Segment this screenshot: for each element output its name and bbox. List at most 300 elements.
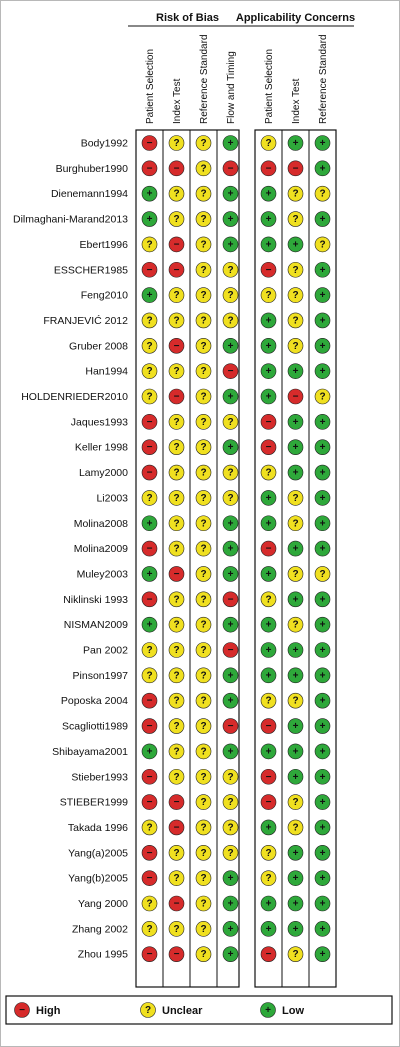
- rating-high: [142, 693, 157, 708]
- study-label: Burghuber1990: [55, 162, 128, 175]
- rating-unclear: [288, 212, 303, 227]
- rating-symbol: ?: [173, 594, 180, 606]
- rating-symbol: +: [319, 746, 326, 758]
- rating-unclear: [223, 845, 238, 860]
- rating-symbol: ?: [173, 214, 180, 226]
- rating-symbol: +: [319, 340, 326, 352]
- rating-symbol: +: [265, 619, 272, 631]
- rating-symbol: +: [146, 518, 153, 530]
- rating-low: [142, 186, 157, 201]
- rating-symbol: +: [319, 873, 326, 885]
- rating-symbol: ?: [200, 594, 207, 606]
- rating-low: [288, 668, 303, 683]
- rating-symbol: ?: [200, 898, 207, 910]
- rating-symbol: ?: [146, 315, 153, 327]
- rating-symbol: ?: [200, 366, 207, 378]
- rating-high: [223, 719, 238, 734]
- rating-low: [261, 820, 276, 835]
- rating-symbol: ?: [200, 214, 207, 226]
- rating-unclear: [196, 313, 211, 328]
- rating-unclear: [196, 744, 211, 759]
- rating-unclear: [315, 566, 330, 581]
- rating-symbol: +: [227, 695, 234, 707]
- rating-symbol: ?: [265, 873, 272, 885]
- rating-symbol: ?: [265, 467, 272, 479]
- rating-symbol: +: [227, 670, 234, 682]
- rating-symbol: ?: [292, 695, 299, 707]
- rating-symbol: +: [227, 188, 234, 200]
- rating-symbol: ?: [265, 847, 272, 859]
- rating-high: [169, 389, 184, 404]
- rating-symbol: +: [227, 873, 234, 885]
- rating-symbol: −: [265, 721, 272, 733]
- rating-symbol: ?: [173, 315, 180, 327]
- rating-symbol: ?: [200, 391, 207, 403]
- rating-symbol: ?: [200, 239, 207, 251]
- rating-unclear: [288, 693, 303, 708]
- rating-symbol: +: [319, 797, 326, 809]
- group-title: Risk of Bias: [156, 12, 219, 24]
- study-label: Molina2009: [73, 543, 128, 556]
- rating-symbol: ?: [200, 822, 207, 834]
- rating-symbol: ?: [173, 366, 180, 378]
- rating-unclear: [196, 693, 211, 708]
- rating-symbol: +: [265, 568, 272, 580]
- rating-unclear: [169, 516, 184, 531]
- study-label: Han1994: [85, 365, 128, 378]
- rating-symbol: ?: [146, 366, 153, 378]
- rating-unclear: [196, 541, 211, 556]
- rating-unclear: [315, 186, 330, 201]
- rating-symbol: ?: [146, 822, 153, 834]
- rating-symbol: ?: [200, 721, 207, 733]
- rating-unclear: [196, 161, 211, 176]
- rating-symbol: +: [265, 188, 272, 200]
- rating-high: [169, 795, 184, 810]
- rating-low: [288, 871, 303, 886]
- rating-high: [169, 566, 184, 581]
- rating-high: [223, 643, 238, 658]
- rating-symbol: −: [227, 645, 234, 656]
- rating-high: [169, 262, 184, 277]
- rating-symbol: −: [173, 822, 180, 834]
- rating-symbol: +: [292, 670, 299, 682]
- rating-low: [288, 719, 303, 734]
- rating-symbol: ?: [292, 214, 299, 226]
- rating-low: [315, 896, 330, 911]
- rating-unclear: [169, 592, 184, 607]
- rating-symbol: −: [173, 898, 180, 910]
- study-label: Shibayama2001: [52, 745, 128, 758]
- rating-symbol: ?: [227, 771, 234, 783]
- rating-symbol: ?: [173, 746, 180, 758]
- rating-unclear: [169, 693, 184, 708]
- rating-unclear: [288, 566, 303, 581]
- rating-high: [142, 769, 157, 784]
- rating-symbol: ?: [292, 619, 299, 631]
- rating-high: [142, 592, 157, 607]
- rating-symbol: ?: [292, 949, 299, 961]
- rating-symbol: ?: [173, 873, 180, 885]
- rating-unclear: [169, 643, 184, 658]
- rating-low: [142, 617, 157, 632]
- legend-label: Low: [282, 1005, 304, 1017]
- rating-unclear: [315, 237, 330, 252]
- rating-low: [288, 896, 303, 911]
- rating-symbol: ?: [200, 670, 207, 682]
- rating-low: [315, 490, 330, 505]
- rating-unclear: [196, 845, 211, 860]
- rating-unclear: [169, 921, 184, 936]
- rating-symbol: ?: [173, 847, 180, 859]
- rating-unclear: [169, 744, 184, 759]
- rating-symbol: ?: [146, 923, 153, 935]
- rating-symbol: −: [146, 949, 153, 961]
- rating-unclear: [223, 313, 238, 328]
- rating-low: [142, 212, 157, 227]
- rating-symbol: ?: [200, 467, 207, 479]
- rating-low: [315, 541, 330, 556]
- rating-symbol: ?: [200, 771, 207, 783]
- legend-item-low: [261, 1003, 305, 1018]
- rating-symbol: +: [227, 746, 234, 758]
- rating-unclear: [196, 364, 211, 379]
- rating-unclear: [261, 871, 276, 886]
- column-header: Patient Selection: [145, 48, 156, 124]
- rating-high: [142, 845, 157, 860]
- rating-symbol: ?: [146, 391, 153, 403]
- rating-unclear: [288, 338, 303, 353]
- group-title: Applicability Concerns: [235, 12, 356, 24]
- rating-unclear: [196, 490, 211, 505]
- study-label: Ebert1996: [79, 238, 128, 251]
- rating-high: [142, 465, 157, 480]
- rating-unclear: [223, 288, 238, 303]
- rating-symbol: ?: [200, 873, 207, 885]
- rating-symbol: +: [292, 898, 299, 910]
- rating-unclear: [196, 592, 211, 607]
- rating-unclear: [169, 212, 184, 227]
- study-label: Gruber 2008: [69, 340, 128, 353]
- column-header: Index Test: [172, 78, 183, 124]
- rating-symbol: −: [173, 568, 180, 580]
- rating-symbol: +: [319, 264, 326, 276]
- legend-item-unclear: [141, 1003, 204, 1018]
- rating-symbol: +: [292, 138, 299, 149]
- study-label: Zhou 1995: [77, 948, 128, 961]
- rating-symbol: ?: [227, 467, 234, 479]
- rating-symbol: +: [146, 188, 153, 200]
- rating-unclear: [142, 364, 157, 379]
- rating-symbol: +: [319, 366, 326, 378]
- rating-low: [315, 465, 330, 480]
- rating-low: [223, 338, 238, 353]
- rating-low: [261, 338, 276, 353]
- rating-symbol: −: [173, 264, 180, 276]
- rating-symbol: ?: [173, 442, 180, 454]
- rating-unclear: [196, 719, 211, 734]
- study-label: Molina2008: [73, 517, 128, 530]
- rating-symbol: ?: [200, 949, 207, 961]
- rating-unclear: [169, 288, 184, 303]
- column-header: Index Test: [291, 78, 302, 124]
- rating-high: [261, 161, 276, 176]
- rating-unclear: [288, 516, 303, 531]
- rating-symbol: −: [265, 442, 272, 454]
- rating-low: [315, 820, 330, 835]
- rating-low: [288, 643, 303, 658]
- study-label: Lamy2000: [78, 467, 128, 480]
- rating-unclear: [142, 921, 157, 936]
- rating-high: [142, 136, 157, 151]
- rating-low: [315, 947, 330, 962]
- rating-unclear: [196, 871, 211, 886]
- rating-symbol: ?: [292, 340, 299, 352]
- rating-low: [315, 769, 330, 784]
- rating-symbol: ?: [200, 264, 207, 276]
- rating-symbol: ?: [200, 923, 207, 935]
- rating-symbol: +: [227, 543, 234, 555]
- rating-unclear: [223, 769, 238, 784]
- rating-low: [223, 744, 238, 759]
- rating-high: [261, 769, 276, 784]
- rating-unclear: [196, 237, 211, 252]
- rating-symbol: ?: [227, 416, 234, 428]
- rating-symbol: ?: [200, 188, 207, 200]
- study-label: ESSCHER1985: [53, 264, 128, 277]
- rating-unclear: [142, 313, 157, 328]
- rating-low: [223, 186, 238, 201]
- column-header: Flow and Timing: [226, 51, 237, 124]
- rating-symbol: −: [227, 594, 234, 606]
- rating-low: [261, 212, 276, 227]
- rating-low: [223, 921, 238, 936]
- rating-low: [142, 744, 157, 759]
- rating-low: [261, 364, 276, 379]
- study-label: Keller 1998: [74, 441, 128, 454]
- rating-unclear: [142, 896, 157, 911]
- rating-symbol: +: [146, 290, 153, 302]
- study-label: Pinson1997: [72, 669, 128, 682]
- rating-low: [315, 617, 330, 632]
- rating-symbol: +: [265, 366, 272, 378]
- rating-unclear: [196, 896, 211, 911]
- rating-low: [288, 845, 303, 860]
- rating-symbol: −: [265, 543, 272, 555]
- rating-unclear: [288, 490, 303, 505]
- rating-unclear: [288, 313, 303, 328]
- rating-symbol: −: [146, 594, 153, 606]
- rating-symbol: ?: [292, 264, 299, 276]
- rating-unclear: [169, 769, 184, 784]
- rating-symbol: +: [319, 847, 326, 859]
- rating-symbol: ?: [292, 518, 299, 530]
- rating-symbol: +: [265, 670, 272, 682]
- rating-high: [288, 161, 303, 176]
- rating-high: [223, 592, 238, 607]
- rating-low: [315, 668, 330, 683]
- rating-low: [315, 136, 330, 151]
- rating-symbol: ?: [146, 645, 153, 656]
- study-label: Dilmaghani-Marand2013: [13, 213, 128, 226]
- rating-high: [261, 262, 276, 277]
- rating-symbol: +: [319, 670, 326, 682]
- rating-unclear: [223, 490, 238, 505]
- rating-symbol: ?: [200, 695, 207, 707]
- rating-symbol: ?: [146, 492, 153, 504]
- rating-unclear: [261, 592, 276, 607]
- rating-symbol: ?: [200, 619, 207, 631]
- rating-unclear: [169, 845, 184, 860]
- rating-symbol: +: [265, 214, 272, 226]
- rating-symbol: −: [146, 847, 153, 859]
- rating-symbol: ?: [292, 290, 299, 302]
- rating-low: [288, 364, 303, 379]
- rating-symbol: −: [146, 771, 153, 783]
- rating-symbol: ?: [227, 315, 234, 327]
- study-label: Dienemann1994: [50, 188, 128, 201]
- rating-symbol: ?: [292, 315, 299, 327]
- rating-symbol: +: [292, 366, 299, 378]
- rating-symbol: ?: [292, 797, 299, 809]
- rating-symbol: ?: [173, 467, 180, 479]
- rating-symbol: ?: [265, 138, 272, 149]
- rating-unclear: [223, 465, 238, 480]
- rating-unclear: [196, 921, 211, 936]
- legend-label: Unclear: [162, 1005, 203, 1017]
- rating-high: [142, 414, 157, 429]
- rating-symbol: +: [319, 594, 326, 606]
- rating-symbol: ?: [173, 721, 180, 733]
- rating-symbol: +: [265, 898, 272, 910]
- study-label: Takada 1996: [67, 821, 128, 834]
- rating-unclear: [196, 947, 211, 962]
- rating-symbol: ?: [292, 822, 299, 834]
- rating-low: [223, 541, 238, 556]
- rating-symbol: +: [319, 467, 326, 479]
- study-label: Niklinski 1993: [63, 593, 128, 606]
- rating-unclear: [288, 820, 303, 835]
- rating-symbol: +: [319, 898, 326, 910]
- rating-symbol: +: [265, 492, 272, 504]
- rating-unclear: [196, 668, 211, 683]
- rating-symbol: ?: [200, 543, 207, 555]
- rating-symbol: +: [265, 315, 272, 327]
- study-label: Li2003: [96, 492, 128, 505]
- rating-symbol: −: [265, 949, 272, 961]
- rating-low: [223, 668, 238, 683]
- rating-low: [315, 795, 330, 810]
- rating-symbol: −: [173, 797, 180, 809]
- rating-symbol: −: [146, 442, 153, 454]
- rating-low: [261, 186, 276, 201]
- rating-high: [169, 820, 184, 835]
- rating-high: [142, 262, 157, 277]
- rating-symbol: +: [319, 619, 326, 631]
- rating-symbol: −: [146, 138, 153, 149]
- rating-symbol: +: [319, 315, 326, 327]
- rating-high: [142, 871, 157, 886]
- rating-unclear: [196, 288, 211, 303]
- rating-unclear: [288, 262, 303, 277]
- rating-high: [142, 161, 157, 176]
- rating-low: [315, 161, 330, 176]
- rating-unclear: [169, 136, 184, 151]
- rating-symbol: +: [146, 214, 153, 226]
- rating-unclear: [196, 136, 211, 151]
- rating-low: [223, 516, 238, 531]
- rating-unclear: [196, 338, 211, 353]
- rating-symbol: +: [265, 340, 272, 352]
- rating-unclear: [261, 845, 276, 860]
- rating-high: [169, 237, 184, 252]
- rating-unclear: [261, 136, 276, 151]
- rating-unclear: [196, 440, 211, 455]
- rating-symbol: ?: [173, 645, 180, 656]
- rating-low: [261, 921, 276, 936]
- rating-symbol: +: [227, 568, 234, 580]
- rating-symbol: ?: [292, 492, 299, 504]
- rating-low: [261, 566, 276, 581]
- rating-low: [315, 921, 330, 936]
- rating-symbol: +: [319, 923, 326, 935]
- rating-symbol: +: [319, 771, 326, 783]
- rating-symbol: ?: [200, 518, 207, 530]
- legend-symbol: +: [265, 1005, 271, 1016]
- rating-unclear: [142, 237, 157, 252]
- rating-symbol: ?: [227, 264, 234, 276]
- rating-symbol: +: [146, 568, 153, 580]
- rating-symbol: ?: [146, 670, 153, 682]
- rating-symbol: −: [146, 721, 153, 733]
- rating-symbol: +: [292, 594, 299, 606]
- rating-symbol: +: [319, 138, 326, 149]
- rating-unclear: [223, 795, 238, 810]
- rating-symbol: ?: [200, 340, 207, 352]
- study-label: Poposka 2004: [60, 695, 128, 708]
- rating-unclear: [169, 414, 184, 429]
- rating-unclear: [142, 389, 157, 404]
- rating-low: [142, 288, 157, 303]
- rating-high: [261, 440, 276, 455]
- rating-symbol: +: [265, 923, 272, 935]
- rating-unclear: [142, 490, 157, 505]
- rating-unclear: [169, 668, 184, 683]
- rating-low: [223, 693, 238, 708]
- rating-symbol: −: [265, 264, 272, 276]
- rating-symbol: −: [227, 721, 234, 733]
- rating-symbol: +: [292, 746, 299, 758]
- rating-high: [261, 795, 276, 810]
- rating-low: [315, 845, 330, 860]
- rating-symbol: +: [319, 721, 326, 733]
- rating-high: [142, 795, 157, 810]
- rating-unclear: [261, 288, 276, 303]
- study-label: Feng2010: [80, 289, 128, 302]
- rating-unclear: [196, 414, 211, 429]
- rating-symbol: ?: [200, 847, 207, 859]
- rating-symbol: +: [292, 442, 299, 454]
- rating-symbol: ?: [200, 442, 207, 454]
- rating-low: [223, 566, 238, 581]
- rating-low: [261, 237, 276, 252]
- rating-symbol: −: [227, 366, 234, 378]
- rating-unclear: [142, 338, 157, 353]
- rating-low: [315, 516, 330, 531]
- rating-unclear: [196, 465, 211, 480]
- rating-unclear: [196, 262, 211, 277]
- rating-low: [223, 871, 238, 886]
